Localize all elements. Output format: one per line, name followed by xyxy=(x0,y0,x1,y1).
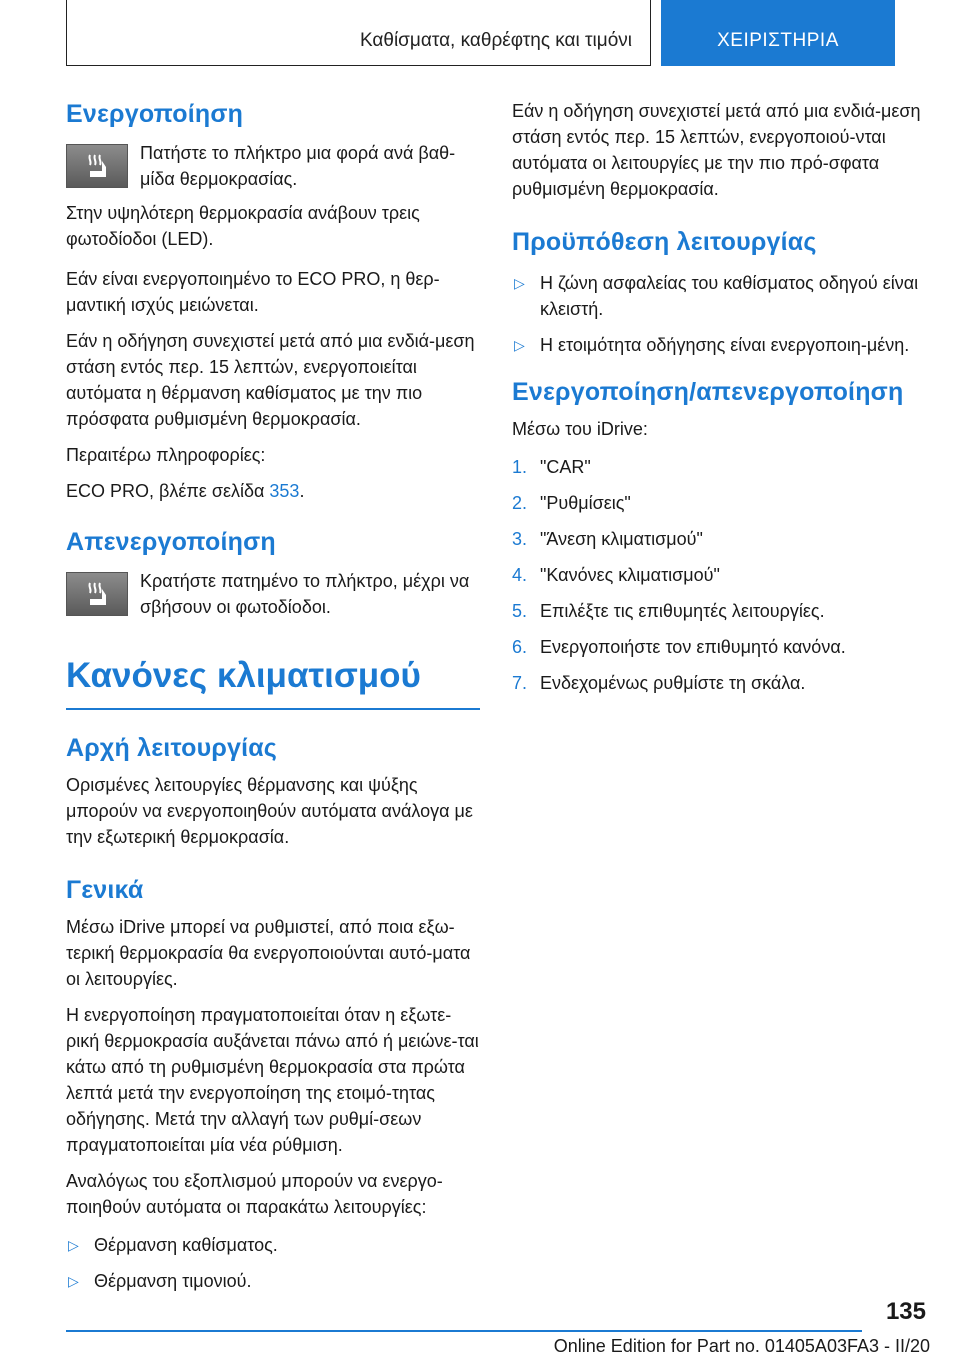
reference-suffix: . xyxy=(299,481,305,501)
paragraph: Μέσω iDrive μπορεί να ρυθμιστεί, από ποια εξω-τερική θερμοκρασία θα ενεργοποιούνται αυτό-ματα οι λειτουργίες. xyxy=(66,916,471,989)
section-label: ΧΕΙΡΙΣΤΗΡΙΑ xyxy=(717,30,839,51)
list-item xyxy=(512,332,926,358)
list-item xyxy=(512,490,926,516)
section-tab xyxy=(661,0,895,66)
triangle-bullet-icon: ▷ xyxy=(514,337,525,353)
deactivation-instruction xyxy=(66,568,480,620)
list-item-text: Η ζώνη ασφαλείας του καθίσματος οδηγού είναι κλειστή. xyxy=(540,273,919,319)
paragraph: Εάν η οδήγηση συνεχιστεί μετά από μια ενδιά-μεση στάση εντός περ. 15 λεπτών, ενεργοποιείται αυτόματα η θέρμανση καθίσματος με την πιο πρόσφατα ρυθμισμένη θερμοκρασία. xyxy=(66,331,475,429)
list-item xyxy=(512,562,926,588)
activation-icon-text: Πατήστε το πλήκτρο μια φορά ανά βαθ-μίδα θερμοκρασίας. xyxy=(140,143,456,189)
list-item xyxy=(66,1268,480,1294)
list-item xyxy=(512,634,926,660)
auto-functions-list xyxy=(66,1232,480,1294)
list-item-text: Η ετοιμότητα οδήγησης είναι ενεργοποιη-μένη. xyxy=(540,335,910,355)
step-number: 5. xyxy=(512,601,528,621)
step-number: 7. xyxy=(512,673,528,693)
list-item xyxy=(512,270,926,322)
heading-climate-rules: Κανόνες κλιματισμού xyxy=(66,656,421,695)
list-item-text: Θέρμανση καθίσματος. xyxy=(94,1234,278,1255)
paragraph: Η ενεργοποίηση πραγματοποιείται όταν η εξωτε-ρική θερμοκρασία αυξάνεται πάνω από ή μειώνε-ται κάτω από τη ρυθμισμένη θερμοκρασία στα πρώτα λεπτά μετά την ενεργοποίηση της ετοιμό-τητας οδήγησης. Μετά την αλλαγή των ρυθμί-σεων πραγματοποιείται μία νέα ρύθμιση. xyxy=(66,1004,479,1155)
step-number: 1. xyxy=(512,457,528,477)
heading-on-off: Ενεργοποίηση/απενεργοποίηση xyxy=(512,378,904,406)
edition-footer: Online Edition for Part no. 01405A03FA3 - II/20 xyxy=(553,1336,930,1356)
eco-pro-reference xyxy=(66,478,480,504)
step-text: Επιλέξτε τις επιθυμητές λειτουργίες. xyxy=(540,601,825,621)
step-text: "Άνεση κλιματισμού" xyxy=(540,529,703,549)
page-link-353[interactable]: 353 xyxy=(269,481,300,501)
step-number: 4. xyxy=(512,565,528,585)
list-item xyxy=(512,598,926,624)
paragraph: Περαιτέρω πληροφορίες: xyxy=(66,445,266,465)
step-text: "Κανόνες κλιματισμού" xyxy=(540,565,720,585)
list-item xyxy=(512,670,926,696)
deactivation-icon-text: Κρατήστε πατημένο το πλήκτρο, μέχρι να σβήσουν οι φωτοδίοδοι. xyxy=(140,571,470,617)
heading-deactivation: Απενεργοποίηση xyxy=(66,528,276,556)
heading-activation: Ενεργοποίηση xyxy=(66,100,244,128)
footer-divider xyxy=(66,1330,862,1332)
heading-prerequisite: Προϋπόθεση λειτουργίας xyxy=(512,228,817,256)
chapter-header-box xyxy=(66,0,651,66)
list-item xyxy=(66,1232,480,1258)
paragraph: Ορισμένες λειτουργίες θέρμανσης και ψύξης μπορούν να ενεργοποιηθούν αυτόματα ανάλογα με την εξωτερική θερμοκρασία. xyxy=(66,774,473,847)
paragraph: Αναλόγως του εξοπλισμού μπορούν να ενεργο-ποιηθούν αυτόματα οι παρακάτω λειτουργίες: xyxy=(66,1170,443,1217)
step-text: "Ρυθμίσεις" xyxy=(540,493,631,513)
list-item xyxy=(512,526,926,552)
step-text: Ενεργοποιήστε τον επιθυμητό κανόνα. xyxy=(540,637,846,657)
page-header xyxy=(66,0,895,66)
chapter-title: Καθίσματα, καθρέφτης και τιμόνι xyxy=(359,30,632,51)
step-text: Ενδεχομένως ρυθμίστε τη σκάλα. xyxy=(540,673,806,693)
left-column xyxy=(66,98,480,1304)
prerequisite-list xyxy=(512,270,926,358)
heading-general: Γενικά xyxy=(66,875,144,904)
paragraph: Μέσω του iDrive: xyxy=(512,419,648,439)
step-number: 6. xyxy=(512,637,528,657)
step-number: 3. xyxy=(512,529,528,549)
triangle-bullet-icon: ▷ xyxy=(68,1272,79,1289)
list-item-text: Θέρμανση τιμονιού. xyxy=(94,1270,252,1291)
right-column xyxy=(512,98,926,706)
list-item xyxy=(512,454,926,480)
paragraph: Εάν η οδήγηση συνεχιστεί μετά από μια ενδιά-μεση στάση εντός περ. 15 λεπτών, ενεργοποιού-νται αυτόματα οι λειτουργίες με την πιο πρό-σφατα ρυθμισμένη θερμοκρασία. xyxy=(512,101,921,199)
triangle-bullet-icon: ▷ xyxy=(514,275,525,291)
step-text: "CAR" xyxy=(540,457,591,477)
reference-text: ECO PRO, βλέπε σελίδα xyxy=(66,481,270,501)
paragraph: Στην υψηλότερη θερμοκρασία ανάβουν τρεις φωτοδίοδοι (LED). xyxy=(66,203,420,249)
idrive-steps-list xyxy=(512,454,926,696)
step-number: 2. xyxy=(512,493,528,513)
heading-divider xyxy=(66,708,480,710)
activation-instruction xyxy=(66,140,480,192)
heading-principle: Αρχή λειτουργίας xyxy=(66,733,278,762)
seat-heating-icon xyxy=(66,572,128,616)
paragraph: Εάν είναι ενεργοποιημένο το ECO PRO, η θερ-μαντική ισχύς μειώνεται. xyxy=(66,269,440,315)
seat-heating-icon xyxy=(66,144,128,188)
page-number: 135 xyxy=(885,1298,926,1325)
triangle-bullet-icon: ▷ xyxy=(68,1236,79,1253)
